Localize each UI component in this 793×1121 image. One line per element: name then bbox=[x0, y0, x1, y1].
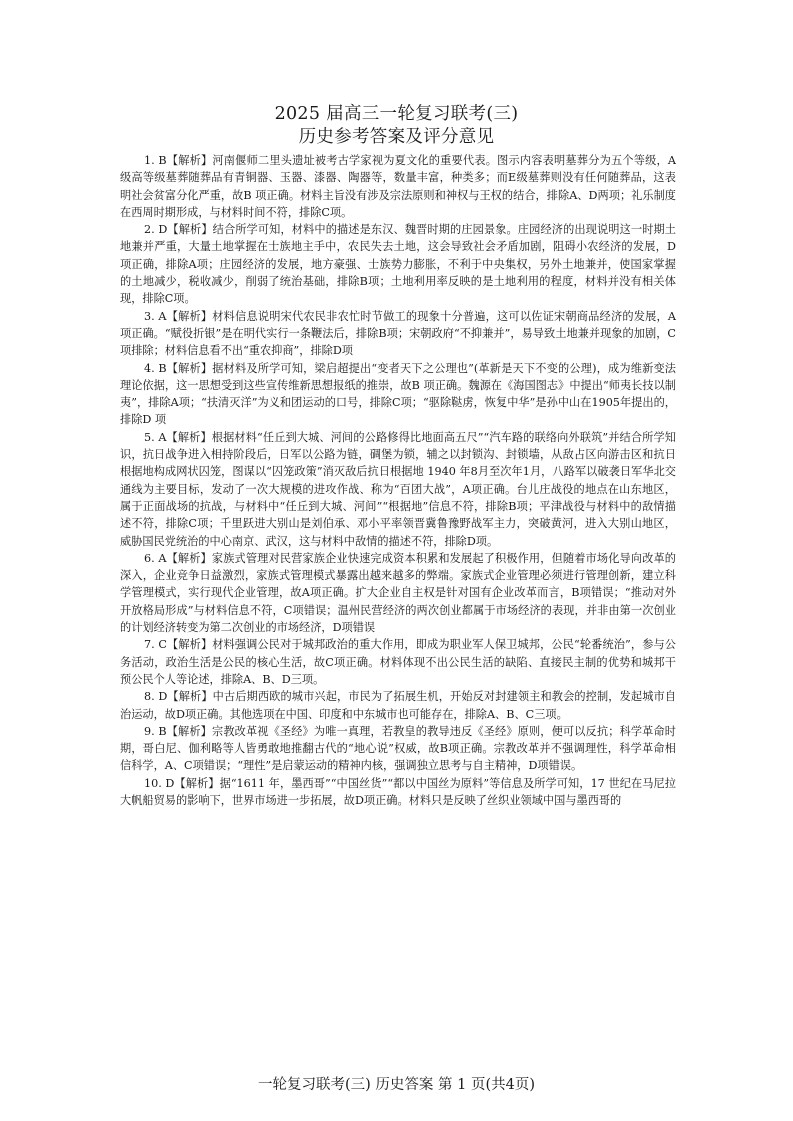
answer-item-1: 1. B【解析】河南偃师二里头遗址被考古学家视为夏文化的重要代表。图示内容表明墓葬分为五个等级，A级高等级墓葬随葬品有青铜器、玉器、漆器、陶器等，数量丰富，种类多；而E级墓葬则没有任何随葬品，这表明社会贫富分化严重，故B 项正确。材料主旨没有涉及宗法原则和神权与王权的结合，排除A、D两项；礼乐制度在西周时期形成，与材料时间不符，排除C项。 bbox=[120, 154, 676, 219]
answer-item-8: 8. D【解析】中古后期西欧的城市兴起，市民为了拓展生机，开始反对封建领主和教会的控制，发起城市自治运动，故D项正确。其他选项在中国、印度和中东城市也可能存在，排除A、B、C三项。 bbox=[120, 690, 676, 721]
answer-item-4: 4. B【解析】据材料及所学可知，梁启超提出“变者天下之公理也”(革新是天下不变的公理)，成为维新变法理论依据，这一思想受到这些宣传维新思想报纸的推崇，故B 项正确。魏源在《海国图志》中提出“师夷长技以制夷”，排除A项；“扶清灭洋”为义和团运动的口号，排除C项；“驱除鞑虏，恢复中华”是孙中山在1905年提出的，排除D 项 bbox=[120, 361, 676, 427]
page-footer: 一轮复习联考(三) 历史答案 第 1 页(共4页) bbox=[257, 1077, 535, 1093]
answer-item-5: 5. A【解析】根据材料“任丘到大城、河间的公路修得比地面高五尺”“汽车路的联络向外联筑”并结合所学知识，抗日战争进入相持阶段后，日军以公路为链，碉堡为锁，辅之以封锁沟、封锁墙，从敌占区向游击区和抗日根据地构成网状囚笼，图谋以“囚笼政策”消灭敌后抗日根据地 1940 年8月至次年1月，八路军以破袭日军华北交通线为主要目标，发动了一次大规模的进攻作战、称为“百团大战”，A项正确。台儿庄战役的地点在山东地区，属于正面战场的抗战，与材料中“任丘到大城、河间”“根据地”信息不符，排除B项；平津战役与材料中的敌情描述不符，排除C项；千里跃进大别山是刘伯承、邓小平率领晋冀鲁豫野战军主力，突破黄河，进入大别山地区，威胁国民党统治的中心南京、武汉，这与材料中敌情的描述不符，排除D项。 bbox=[120, 430, 676, 548]
answer-item-2: 2. D【解析】结合所学可知，材料中的描述是东汉、魏晋时期的庄园景象。庄园经济的出现说明这一时期土地兼并严重，大量土地掌握在士族地主手中，农民失去土地，这会导致社会矛盾加剧，阻碍小农经济的发展，D项正确，排除A项；庄园经济的发展，地方豪强、士族势力膨胀，不利于中央集权，另外土地兼并，使国家掌握的土地减少，税收减少，削弱了统治基础，排除B项；土地利用率反映的是土地利用的程度，材料并没有相关体现，排除C项。 bbox=[120, 223, 676, 306]
answer-item-3: 3. A【解析】材料信息说明宋代农民非农忙时节做工的现象十分普遍，这可以佐证宋朝商品经济的发展，A项正确。“赋役折银”是在明代实行一条鞭法后，排除B项；宋朝政府“不抑兼并”，易导致土地兼并现象的加剧，C项排除；材料信息看不出“重农抑商”，排除D项 bbox=[120, 309, 676, 358]
answer-item-9: 9. B【解析】宗教改革视《圣经》为唯一真理，若教皇的教导违反《圣经》原则，便可以反抗；科学革命时期，哥白尼、伽利略等人皆勇敢地推翻古代的“地心说”权威，故B项正确。宗教改革并不强调理性，科学革命相信科学，A、C项错误；“理性”是启蒙运动的精神内核，强调独立思考与自主精神，D项错误。 bbox=[120, 724, 676, 773]
title-subtitle: 历史参考答案及评分意见 bbox=[298, 127, 495, 147]
answer-item-7: 7. C【解析】材料强调公民对于城邦政治的重大作用，即成为职业军人保卫城邦，公民“轮番统治”，参与公务活动，政治生活是公民的核心生活，故C项正确。材料体现不出公民生活的缺陷、直接民主制的优势和城邦干预公民个人等论述，排除A、B、D三项。 bbox=[120, 638, 676, 686]
document-title bbox=[0, 103, 793, 149]
title-exam-name: 2025 届高三一轮复习联考(三) bbox=[274, 104, 519, 124]
answer-item-10: 10. D【解析】据“1611 年，墨西哥”“中国丝货”“都以中国丝为原料”等信息及所学可知，17 世纪在马尼拉大帆船贸易的影响下，世界市场进一步拓展，故D项正确。材料只是反映了丝织业领域中国与墨西哥的 bbox=[120, 776, 676, 807]
answer-item-6: 6. A【解析】家族式管理对民营家族企业快速完成资本积累和发展起了积极作用，但随着市场化导向改革的深入，企业竞争日益激烈，家族式管理模式暴露出越来越多的弊端。家族式企业管理必须进行管理创新，建立科学管理模式，实行现代企业管理，故A项正确。扩大企业自主权是针对国有企业改革而言，B项错误；“推动对外开放格局形成”与材料信息不符，C项错误；温州民营经济的两次创业都属于市场经济的表现，并非由第一次创业的计划经济转变为第二次创业的市场经济，D项错误 bbox=[120, 551, 676, 635]
answer-list bbox=[120, 152, 676, 809]
